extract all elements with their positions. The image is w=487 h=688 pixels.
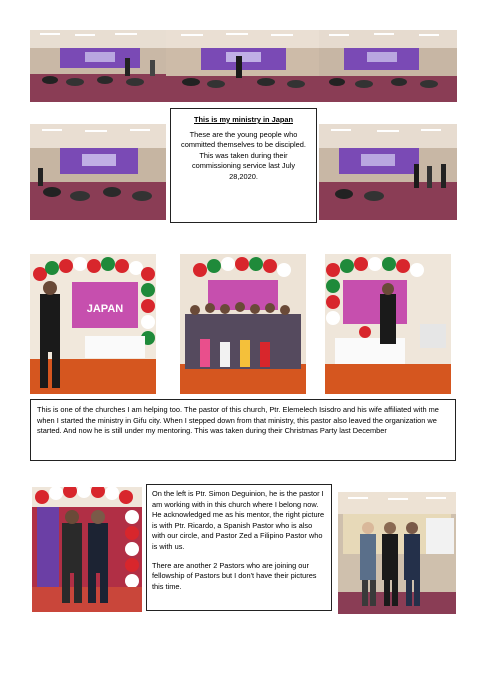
banner-text: JAPAN [86,303,124,315]
ministry-caption: These are the young people who committed themselves to be discipled. This was taken during their commissioning service last July 28,2020. [181,129,306,181]
photo-commissioning-3 [319,30,457,102]
church-caption-box [30,399,456,461]
pastors-caption-1: On the left is Ptr. Simon Deguinion, he is the pastor I am working with in this church where I belong now. He acknowledged me as his mentor, the right picture is with Ptr. Ricardo, a Spanish Pastor who is also with our circle, and Pastor Zed a Filipino Pastor who is with us. [152,489,325,551]
photo-commissioning-4 [30,124,166,220]
ministry-caption-box [170,108,317,223]
photo-commissioning-1 [30,30,166,102]
pastors-caption-box [146,484,332,611]
pastors-caption-2: There are another 2 Pastors who are joining our fellowship of Pastors but I don't have their pictures this time. [152,560,317,591]
photo-commissioning-2 [166,30,319,102]
photo-commissioning-5 [319,124,457,220]
photo-pastor-simon [32,487,142,612]
church-caption: This is one of the churches I am helping too. The pastor of this church, Ptr. Elemelech Isisdro and his wife affiliated with me when I started the ministry in Gifu city. When I stepped down from that ministry, this pastor also leaved the organization we started. And now he is still under my mentoring. This was taken during their Christmas Party last December [37,405,439,436]
photo-christmas-group [180,254,306,394]
photo-christmas-stage [325,254,451,394]
ministry-title: This is my ministry in Japan [194,115,293,124]
photo-pastors-ricardo-zed [338,492,456,614]
photo-christmas-pastor [30,254,156,394]
